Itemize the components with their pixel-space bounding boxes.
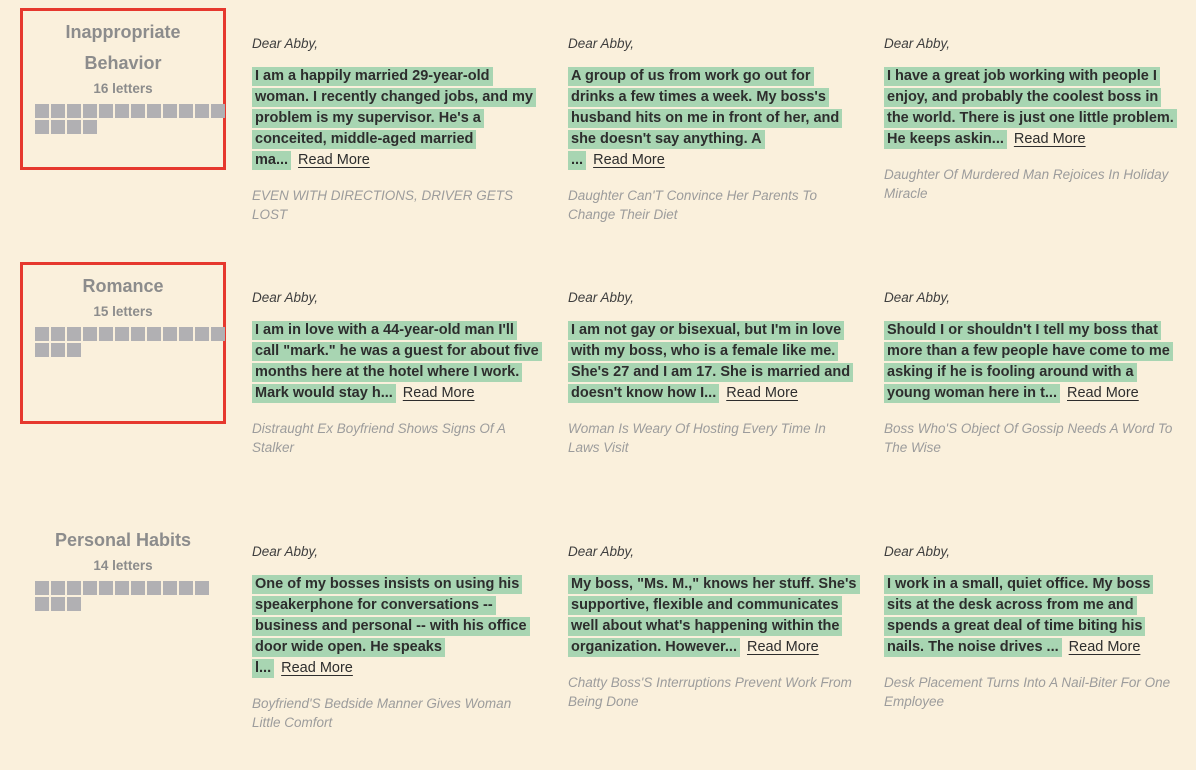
letter-excerpt-block <box>568 320 858 404</box>
letter-card <box>568 516 858 711</box>
letter-title: Boyfriend'S Bedside Manner Gives Woman Little Comfort <box>252 696 512 730</box>
letter-square <box>99 581 113 595</box>
letter-square <box>115 104 129 118</box>
letter-excerpt: I work in a small, quiet office. My boss sits at the desk across from me and spends a great deal of time biting his nails. The noise drives ... <box>884 575 1153 657</box>
letter-square <box>35 104 49 118</box>
letter-square <box>163 104 177 118</box>
letter-square <box>131 327 145 341</box>
category-card[interactable] <box>20 8 226 170</box>
letter-title: Desk Placement Turns Into A Nail-Biter For One Employee <box>884 675 1171 709</box>
letter-excerpt: My boss, "Ms. M.," knows her stuff. She's supportive, flexible and communicates well about what's happening within the organization. However... <box>568 575 860 657</box>
letter-square <box>67 120 81 134</box>
read-more-link[interactable]: Read More <box>593 152 665 168</box>
category-title: Inappropriate Behavior <box>65 22 181 73</box>
letter-square <box>83 104 97 118</box>
letter-square <box>115 581 129 595</box>
read-more-link[interactable]: Read More <box>1013 131 1086 147</box>
letter-excerpt-block <box>568 574 858 658</box>
letter-square <box>51 104 65 118</box>
letter-title: Distraught Ex Boyfriend Shows Signs Of A Stalker <box>252 421 506 455</box>
letter-square <box>163 327 177 341</box>
letter-square <box>51 343 65 357</box>
letter-card <box>884 8 1174 203</box>
letter-square <box>67 597 81 611</box>
letter-square <box>51 597 65 611</box>
letter-excerpt: A group of us from work go out for drinks a few times a week. My boss's husband hits on me in front of her, and she doesn't say anything. A ... <box>568 67 842 170</box>
letter-square <box>211 104 225 118</box>
letter-square <box>115 327 129 341</box>
letter-square <box>179 327 193 341</box>
letter-card <box>252 8 542 224</box>
letter-squares-grid <box>29 104 217 134</box>
letter-salutation: Dear Abby, <box>252 36 319 51</box>
letter-square <box>195 104 209 118</box>
letter-excerpt-block <box>568 66 858 171</box>
read-more-link[interactable]: Read More <box>726 385 798 401</box>
read-more-link[interactable]: Read More <box>1067 385 1139 401</box>
letter-square <box>211 327 225 341</box>
letter-squares-grid <box>29 327 217 357</box>
letter-square <box>51 327 65 341</box>
letter-square <box>179 104 193 118</box>
letter-square <box>51 581 65 595</box>
letter-title: EVEN WITH DIRECTIONS, DRIVER GETS LOST <box>252 188 514 222</box>
category-letter-count: 14 letters <box>93 558 153 573</box>
read-more-link[interactable]: Read More <box>1068 639 1141 655</box>
letter-square <box>163 581 177 595</box>
letter-square <box>195 581 209 595</box>
letter-squares-row <box>35 120 217 134</box>
letter-squares-grid <box>29 581 217 611</box>
read-more-link[interactable]: Read More <box>402 385 475 401</box>
category-row <box>20 262 1196 516</box>
letter-square <box>147 104 161 118</box>
letter-square <box>147 581 161 595</box>
letter-excerpt: I have a great job working with people I enjoy, and probably the coolest boss in the world. There is just one little problem. He keeps askin... <box>884 67 1177 149</box>
letter-excerpt: I am a happily married 29-year-old woman. I recently changed jobs, and my problem is my supervisor. He's a conceited, middle-aged married ma... <box>252 67 536 170</box>
letter-card <box>884 262 1174 457</box>
letter-title: Daughter Can'T Convince Her Parents To Change Their Diet <box>568 188 817 222</box>
letter-square <box>147 327 161 341</box>
letter-square <box>35 597 49 611</box>
letter-square <box>35 120 49 134</box>
letter-salutation: Dear Abby, <box>884 290 951 305</box>
letter-squares-row <box>35 343 217 357</box>
category-letter-count: 15 letters <box>93 304 153 319</box>
letter-card <box>568 8 858 224</box>
letter-square <box>99 104 113 118</box>
read-more-link[interactable]: Read More <box>281 660 353 676</box>
letter-excerpt-block <box>252 320 542 404</box>
letter-square <box>131 104 145 118</box>
category-row <box>20 8 1196 262</box>
letter-salutation: Dear Abby, <box>568 36 635 51</box>
letter-excerpt: One of my bosses insists on using his speakerphone for conversations -- business and personal -- with his office door wide open. He speaks l... <box>252 575 530 678</box>
letter-salutation: Dear Abby, <box>252 544 319 559</box>
letter-salutation: Dear Abby, <box>884 36 951 51</box>
letter-square <box>179 581 193 595</box>
letter-salutation: Dear Abby, <box>884 544 951 559</box>
letter-title: Daughter Of Murdered Man Rejoices In Holiday Miracle <box>884 167 1169 201</box>
category-title: Personal Habits <box>54 530 192 550</box>
letter-square <box>67 104 81 118</box>
letter-excerpt-block <box>884 66 1174 150</box>
letter-squares-row <box>35 581 217 595</box>
letter-square <box>67 327 81 341</box>
letter-square <box>67 343 81 357</box>
letter-squares-row <box>35 327 217 341</box>
letter-salutation: Dear Abby, <box>252 290 319 305</box>
letter-excerpt: I am in love with a 44-year-old man I'll call "mark." he was a guest for about five months here at the hotel where I work. Mark would stay h... <box>252 321 542 403</box>
letter-excerpt-block <box>252 66 542 171</box>
letter-excerpt-block <box>884 320 1174 404</box>
letter-square <box>35 343 49 357</box>
letter-square <box>35 327 49 341</box>
letter-excerpt-block <box>884 574 1174 658</box>
letter-card <box>568 262 858 457</box>
letter-card <box>252 516 542 732</box>
category-card[interactable] <box>20 262 226 424</box>
letter-title: Woman Is Weary Of Hosting Every Time In Laws Visit <box>568 421 826 455</box>
letter-square <box>67 581 81 595</box>
letter-square <box>35 581 49 595</box>
letter-title: Boss Who'S Object Of Gossip Needs A Word To The Wise <box>884 421 1173 455</box>
letter-salutation: Dear Abby, <box>568 290 635 305</box>
read-more-link[interactable]: Read More <box>298 152 370 168</box>
letter-square <box>99 327 113 341</box>
category-card[interactable] <box>20 516 226 678</box>
letter-salutation: Dear Abby, <box>568 544 635 559</box>
letter-title: Chatty Boss'S Interruptions Prevent Work From Being Done <box>568 675 852 709</box>
letter-card <box>884 516 1174 711</box>
letter-excerpt: I am not gay or bisexual, but I'm in love with my boss, who is a female like me. She's 27 and I am 17. She is married and doesn't know how I... <box>568 321 853 403</box>
letter-square <box>195 327 209 341</box>
letter-square <box>83 120 97 134</box>
letter-squares-row <box>35 597 217 611</box>
category-letter-count: 16 letters <box>93 81 153 96</box>
letter-square <box>131 581 145 595</box>
letter-square <box>51 120 65 134</box>
letter-excerpt-block <box>252 574 542 679</box>
letter-squares-row <box>35 104 217 118</box>
read-more-link[interactable]: Read More <box>746 639 819 655</box>
letter-square <box>83 327 97 341</box>
category-title: Romance <box>82 276 164 296</box>
letter-card <box>252 262 542 457</box>
letter-excerpt: Should I or shouldn't I tell my boss that more than a few people have come to me asking if he is fooling around with a young woman here in t... <box>884 321 1173 403</box>
category-row <box>20 516 1196 770</box>
letter-square <box>83 581 97 595</box>
